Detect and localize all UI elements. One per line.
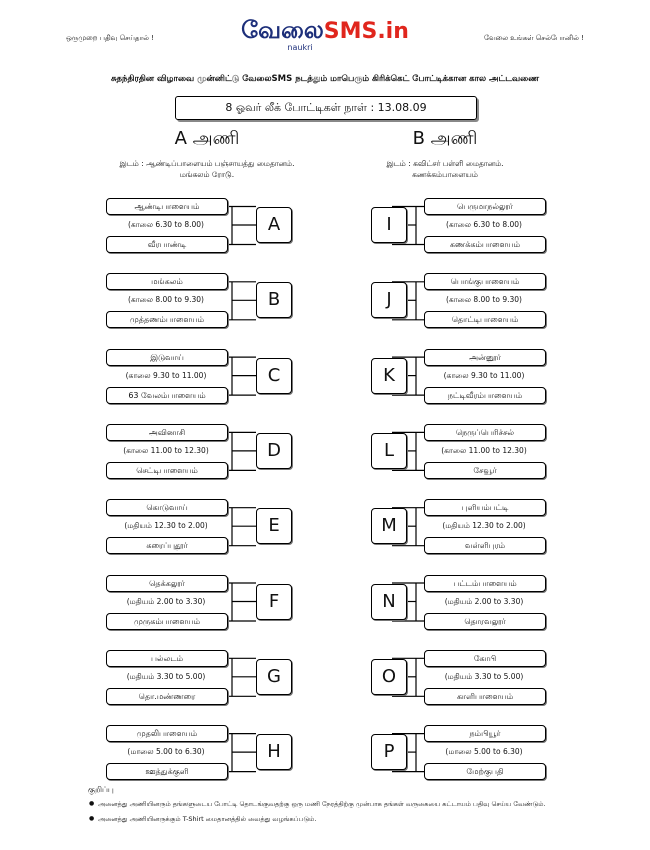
team2-box: வீரபாண்டி xyxy=(106,236,228,253)
team2-box: முத்தணம்பாளையம் xyxy=(106,311,228,328)
group-a-venue-line1: இடம் : ஆண்டிப்பாளையம் பஞ்சாயத்து மைதானம். xyxy=(119,159,295,168)
match-time: (மதியம் 3.30 to 5.00) xyxy=(126,671,206,681)
logo-subtext: naukri xyxy=(287,43,313,52)
team1-box: நம்பியூர் xyxy=(424,725,546,742)
match-letter: B xyxy=(256,282,292,318)
group-a-venue-line2: மங்கலம் ரோடு. xyxy=(179,170,235,179)
match-letter: D xyxy=(256,433,292,469)
note-item: ● அனைத்து அணியினரும் தங்களுடைய போட்டி தொடங்குவதற்கு ஒரு மணி நேரத்திற்கு முன்பாக தங்கள் வருகையை கட்டாயம் பதிவு செய்ய வேண்டும். xyxy=(98,800,546,809)
match-time: (காலை 9.30 to 11.00) xyxy=(125,370,207,380)
team1-box: பொங்குபாளையம் xyxy=(424,273,546,290)
team1-box: அன்னூர் xyxy=(424,349,546,366)
logo-sms-text: SMS.in xyxy=(323,19,409,44)
match-time: (காலை 8.00 to 9.30) xyxy=(446,295,522,305)
match-letter: P xyxy=(371,734,407,770)
group-b-title: B அணி xyxy=(412,128,478,149)
match-time: (காலை 11.00 to 12.30) xyxy=(441,445,527,455)
match-letter: L xyxy=(371,433,407,469)
team1-box: புளியம்பட்டி xyxy=(424,499,546,516)
note-item: ● அனைத்து அணியினருக்கும் T-Shirt மைதானத்தில் வைத்து வழங்கப்படும். xyxy=(98,815,316,824)
team2-box: மேற்குபதி xyxy=(424,763,546,780)
match-letter: K xyxy=(371,358,407,394)
logo-tamil-text: வேலை xyxy=(241,16,324,44)
left-tagline: ஒருமுறை பதிவு செய்தால் ! xyxy=(66,34,154,42)
match-letter: C xyxy=(256,358,292,394)
match-time: (காலை 8.00 to 9.30) xyxy=(128,295,204,305)
match-letter: G xyxy=(256,659,292,695)
match-time: (மாலை 5.00 to 6.30) xyxy=(127,747,205,757)
team2-box: வள்ளிபுரம் xyxy=(424,537,546,554)
team2-box: தொரவலூர் xyxy=(424,613,546,630)
date-banner: 8 ஓவர் லீக் போட்டிகள் நாள் : 13.08.09 xyxy=(175,96,477,120)
team2-box: தொ.மண்ணரை xyxy=(106,688,228,705)
notes-title: குறிப்பு xyxy=(88,785,114,794)
match-letter: J xyxy=(371,282,407,318)
team2-box: சேவூர் xyxy=(424,462,546,479)
team2-box: செட்டிபாளையம் xyxy=(106,462,228,479)
team1-box: கொடுவாய் xyxy=(106,499,228,516)
page-subtitle: சுதந்திரதின விழாவை முன்னிட்டு வேலைSMS நடத்தும் மாபெரும் கிரிக்கெட் போட்டிக்கான கால அட்டவணை xyxy=(110,74,540,84)
match-time: (மதியம் 12.30 to 2.00) xyxy=(442,521,526,531)
match-time: (காலை 6.30 to 8.00) xyxy=(446,220,522,229)
match-time: (காலை 6.30 to 8.00) xyxy=(128,220,204,229)
team2-box: முருகம்பாளையம் xyxy=(106,613,228,630)
team1-box: பட்டம்பாளையம் xyxy=(424,575,546,592)
right-tagline: வேலை உங்கள் செல்போனில் ! xyxy=(483,34,584,42)
match-time: (காலை 9.30 to 11.00) xyxy=(443,370,525,380)
group-b-venue-line2: கணக்கம்பாளையம் xyxy=(412,170,478,179)
match-letter: A xyxy=(256,207,292,243)
team2-box: ஊத்துக்குளி xyxy=(106,763,228,780)
team2-box: கரைப்புதூர் xyxy=(106,537,228,554)
match-time: (மதியம் 3.30 to 5.00) xyxy=(444,671,524,681)
match-time: (மதியம் 12.30 to 2.00) xyxy=(124,521,208,531)
match-letter: E xyxy=(256,508,292,544)
team2-box: கணக்கம்பாளையம் xyxy=(424,236,546,253)
match-time: (காலை 11.00 to 12.30) xyxy=(123,445,209,455)
match-letter: F xyxy=(256,584,292,620)
team2-box: நட்டிவீரம்பாளையம் xyxy=(424,387,546,404)
team1-box: தெக்கலூர் xyxy=(106,575,228,592)
group-b-venue-line1: இடம் : கவிட்சர் பள்ளி மைதானம். xyxy=(386,159,504,168)
match-letter: N xyxy=(371,584,407,620)
match-letter: M xyxy=(371,508,407,544)
group-a-title: A அணி xyxy=(174,128,240,149)
team1-box: அவினாசி xyxy=(106,424,228,441)
team2-box: காளிபாளையம் xyxy=(424,688,546,705)
match-time: (மதியம் 2.00 to 3.30) xyxy=(126,596,206,606)
team1-box: பல்லடம் xyxy=(106,650,228,667)
team1-box: கோபி xyxy=(424,650,546,667)
team2-box: 63 வேலம்பாளையம் xyxy=(106,387,228,404)
match-letter: H xyxy=(256,734,292,770)
match-letter: O xyxy=(371,659,407,695)
team1-box: பெருமாநல்லூர் xyxy=(424,198,546,215)
team2-box: தொட்டிபாளையம் xyxy=(424,311,546,328)
team1-box: ஆண்டிபாளையம் xyxy=(106,198,228,215)
match-time: (மதியம் 2.00 to 3.30) xyxy=(444,596,524,606)
match-letter: I xyxy=(371,207,407,243)
team1-box: மங்கலம் xyxy=(106,273,228,290)
team1-box: இடுவாய் xyxy=(106,349,228,366)
team1-box: நெருப்பெரிச்சல் xyxy=(424,424,546,441)
team1-box: முதலிபாளையம் xyxy=(106,725,228,742)
match-time: (மாலை 5.00 to 6.30) xyxy=(445,747,523,757)
